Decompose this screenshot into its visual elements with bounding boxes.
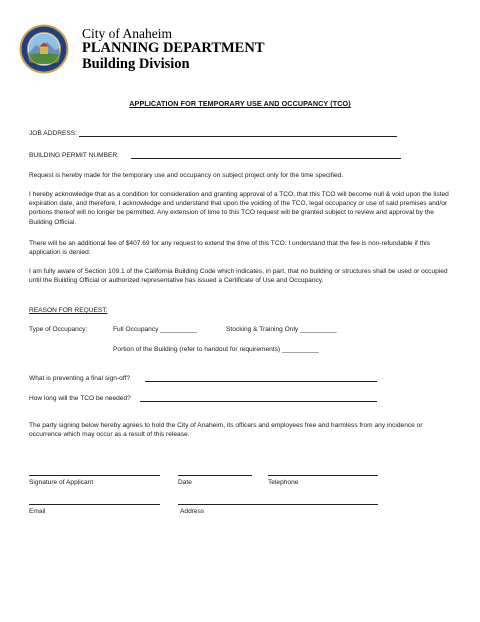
tco-duration-field[interactable] xyxy=(140,401,377,402)
preventing-signoff-field[interactable] xyxy=(145,381,377,382)
address-field[interactable] xyxy=(178,504,378,505)
signature-label: Signature of Applicant xyxy=(29,479,94,486)
telephone-field[interactable] xyxy=(268,475,378,476)
department-name: PLANNING DEPARTMENT xyxy=(82,40,265,57)
full-occupancy-option[interactable]: Full Occupancy __________ xyxy=(113,326,197,333)
job-address-field[interactable] xyxy=(79,136,397,137)
acknowledgement-paragraph: I hereby acknowledge that as a condition for consideration and granting approval of a TCO, that this TCO will become null & void upon the listed expiration date, and therefore, I acknowledge and understand that upon the voiding of the TCO, legal occupancy or use of said premises and/or portions thereof will no longer be permitted. Any extension of time to this TCO request will be granted subject to review and approval by the Building Official. xyxy=(29,191,449,226)
date-field[interactable] xyxy=(178,475,252,476)
telephone-label: Telephone xyxy=(268,479,299,486)
email-field[interactable] xyxy=(29,504,160,505)
signature-field[interactable] xyxy=(29,475,160,476)
date-label: Date xyxy=(178,479,192,486)
address-label: Address xyxy=(180,508,205,515)
request-paragraph: Request is hereby made for the temporary use and occupancy on subject project only for the time specified. xyxy=(29,172,344,179)
permit-number-label: BUILDING PERMIT NUMBER: xyxy=(29,152,120,159)
letterhead xyxy=(82,27,265,72)
preventing-signoff-label: What is preventing a final sign-off? xyxy=(29,375,131,382)
permit-number-field[interactable] xyxy=(131,158,401,159)
release-paragraph: The party signing below hereby agrees to hold the City of Anaheim, its officers and employees free and harmless from any incidence or occurrence which may occur as a result of this release. xyxy=(29,422,423,439)
portion-of-building-option[interactable]: Portion of the Building (refer to handout for requirements) __________ xyxy=(113,346,319,353)
email-label: Email xyxy=(29,508,46,515)
extension-fee-paragraph: There will be an additional fee of $407.69 for any request to extend the time of this TCO. I understand that the fee is non-refundable if this application is denied. xyxy=(29,240,430,257)
city-seal-icon xyxy=(19,24,69,74)
stocking-training-option[interactable]: Stocking & Training Only __________ xyxy=(226,326,337,333)
division-name: Building Division xyxy=(82,55,190,72)
occupancy-type-label: Type of Occupancy: xyxy=(29,326,88,333)
form-title: APPLICATION FOR TEMPORARY USE AND OCCUPANCY (TCO) xyxy=(129,99,351,108)
building-code-paragraph: I am fully aware of Section 109.1 of the California Building Code which indicates, in part, that no building or structures shall be used or occupied until the Building Official or authorized representative has issued a Certificate of Use and Occupancy. xyxy=(29,268,448,285)
reason-heading: REASON FOR REQUEST: xyxy=(29,307,108,314)
city-name: City of Anaheim xyxy=(82,26,172,41)
job-address-label: JOB ADDRESS: xyxy=(29,130,78,137)
tco-duration-label: How long will the TCO be needed? xyxy=(29,395,131,402)
